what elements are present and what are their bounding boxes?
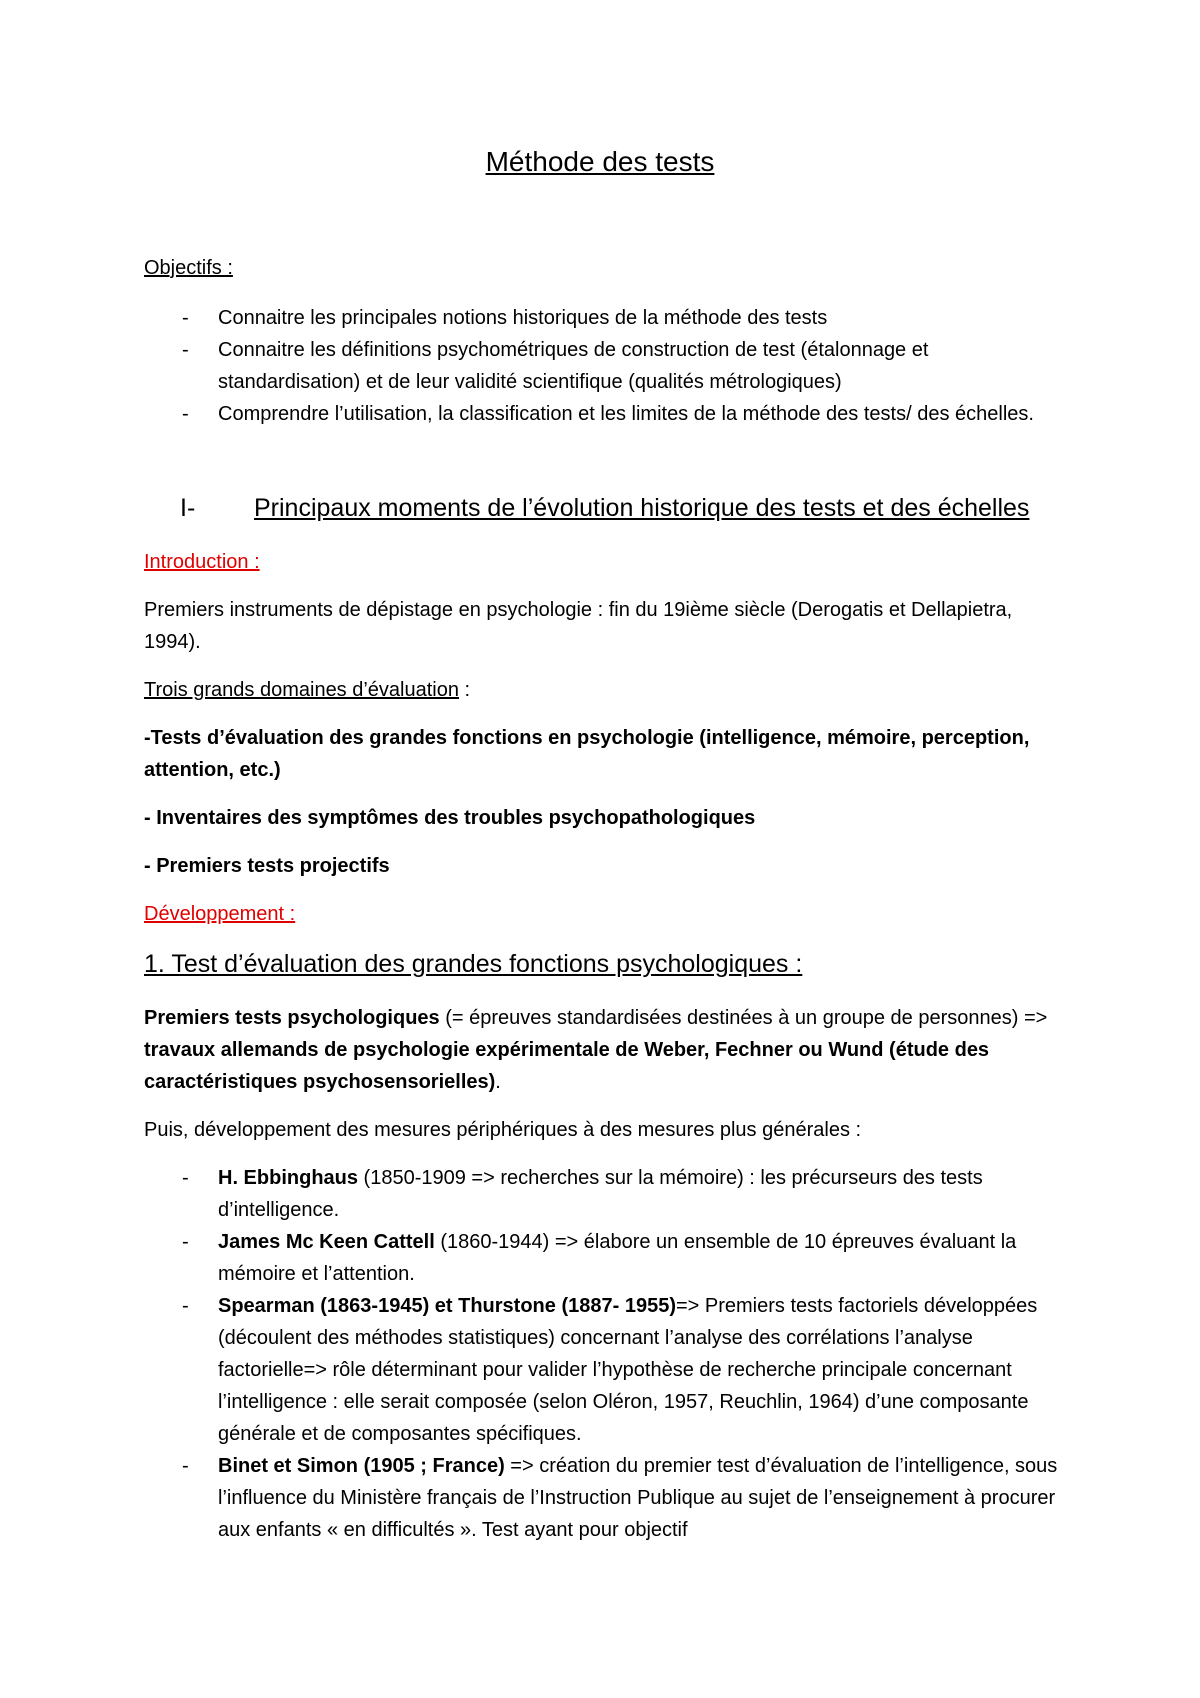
normal-text: (= épreuves standardisées destinées à un groupe de personnes) => [439, 1007, 1048, 1029]
domain-item: - Inventaires des symptômes des troubles psychopathologiques [144, 807, 756, 829]
objectives-list [144, 302, 1074, 430]
bold-text: H. Ebbinghaus [218, 1167, 358, 1189]
list-item: - Connaitre les définitions psychométriques de construction de test (étalonnage et standardisation) et de leur validité scientifique (qualités métrologiques) [144, 334, 1074, 398]
normal-text: (1850-1909 => recherches sur la mémoire) : les précurseurs des tests d’intelligence. [218, 1167, 983, 1221]
list-item [144, 1290, 1074, 1450]
list-item [144, 1226, 1074, 1290]
introduction-paragraph: Premiers instruments de dépistage en psychologie : fin du 19ième siècle (Derogatis et Dellapietra, 1994). [144, 599, 1013, 653]
introduction-heading [144, 546, 1074, 578]
normal-text: (1860-1944) => élabore un ensemble de 10 épreuves évaluant la mémoire et l’attention. [218, 1231, 1017, 1285]
development-paragraph-1 [144, 1002, 1074, 1098]
domain-item: -Tests d’évaluation des grandes fonctions en psychologie (intelligence, mémoire, perception, attention, etc.) [144, 727, 1030, 781]
objectives-heading [144, 252, 1074, 284]
list-item: - Comprendre l’utilisation, la classification et les limites de la méthode des tests/ des échelles. [144, 398, 1074, 430]
bold-text: Premiers tests psychologiques [144, 1007, 440, 1029]
section-1-heading [180, 492, 1029, 524]
domains-heading [144, 674, 1074, 706]
section-1-number: I- [180, 494, 196, 522]
domains-heading-colon: : [459, 679, 471, 701]
normal-text: . [495, 1071, 501, 1093]
section-1-title: Principaux moments de l’évolution historique des tests et des échelles [254, 494, 1030, 522]
subsection-1-heading: 1. Test d’évaluation des grandes fonctions psychologiques : [144, 950, 803, 978]
document-title: Méthode des tests [485, 146, 715, 177]
normal-text: => Premiers tests factoriels développées (découlent des méthodes statistiques) concernant l’analyse des corrélations l’analyse factorielle=> rôle déterminant pour valider l’hypothèse de recherche principale concernant l’intelligence : elle serait composée (selon Oléron, 1957, Reuchlin, 1964) d’une composante générale et de composantes spécifiques. [218, 1295, 1038, 1445]
list-item: - Connaitre les principales notions historiques de la méthode des tests [144, 302, 1074, 334]
domains-heading-text: Trois grands domaines d’évaluation [144, 679, 459, 701]
bold-text: travaux allemands de psychologie expérimentale de Weber, Fechner ou Wund (étude des caractéristiques psychosensorielles) [144, 1039, 990, 1093]
normal-text: => création du premier test d’évaluation de l’intelligence, sous l’influence du Ministère français de l’Instruction Publique au sujet de l’enseignement à procurer aux enfants « en difficultés ». Test ayant pour objectif [218, 1455, 1058, 1541]
objectives-heading-text: Objectifs : [144, 257, 233, 279]
development-heading [144, 898, 1074, 930]
bold-text: Binet et Simon (1905 ; France) [218, 1455, 505, 1477]
list-item [144, 1162, 1074, 1226]
introduction-heading-text: Introduction : [144, 551, 260, 573]
bold-text: Spearman (1863-1945) et Thurstone (1887- 1955) [218, 1295, 676, 1317]
list-item [144, 1450, 1074, 1546]
development-heading-text: Développement : [144, 903, 296, 925]
development-list [144, 1162, 1074, 1546]
development-paragraph-2: Puis, développement des mesures périphériques à des mesures plus générales : [144, 1119, 862, 1141]
domain-item: - Premiers tests projectifs [144, 855, 390, 877]
bold-text: James Mc Keen Cattell [218, 1231, 435, 1253]
